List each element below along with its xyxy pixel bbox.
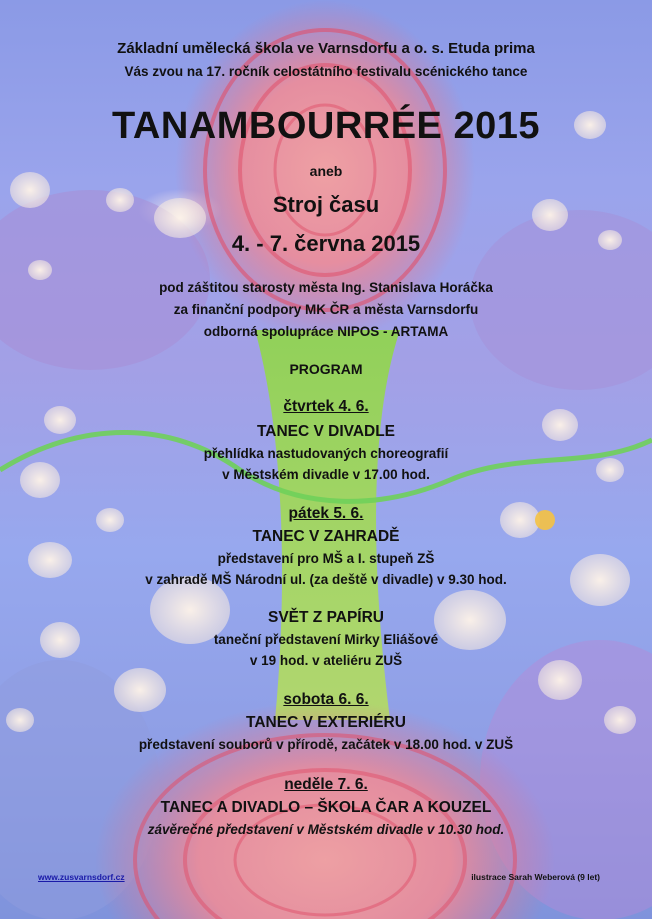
festival-subtitle: Stroj času	[272, 192, 380, 217]
day-friday: pátek 5. 6.	[288, 505, 364, 522]
event-saturday: TANEC V EXTERIÉRU	[246, 714, 406, 731]
patronage-line-3: odborná spolupráce NIPOS - ARTAMA	[203, 324, 449, 339]
program-heading: PROGRAM	[289, 361, 363, 377]
event-thursday: TANEC V DIVADLE	[256, 423, 396, 440]
event-friday-2: SVĚT Z PAPÍRU	[268, 609, 384, 626]
patronage-line-1: pod záštitou starosty města Ing. Stanislava Horáčka	[159, 280, 493, 295]
patronage-line-2: za finanční podpory MK ČR a města Varnsdorfu	[173, 302, 479, 317]
day-saturday: sobota 6. 6.	[283, 691, 369, 708]
invitation-line: Vás zvou na 17. ročník celostátního festivalu scénického tance	[124, 64, 528, 79]
festival-title: TANAMBOURRÉE 2015	[112, 105, 540, 147]
website-link[interactable]: www.zusvarnsdorf.cz	[38, 872, 125, 882]
event-friday-2-time: v 19 hod. v ateliéru ZUŠ	[249, 653, 403, 668]
event-thursday-desc: přehlídka nastudovaných choreografií	[203, 446, 449, 461]
event-sunday: TANEC A DIVADLO – ŠKOLA ČAR A KOUZEL	[160, 799, 492, 816]
event-friday-2-desc: taneční představení Mirky Eliášové	[213, 632, 439, 647]
aneb-text: aneb	[309, 163, 343, 179]
event-saturday-desc: představení souborů v přírodě, začátek v 18.00 hod. v ZUŠ	[138, 737, 514, 752]
organizer-line: Základní umělecká škola ve Varnsdorfu a o. s. Etuda prima	[117, 40, 535, 57]
illustration-credit: ilustrace Sarah Weberová (9 let)	[471, 872, 600, 882]
day-thursday: čtvrtek 4. 6.	[283, 398, 369, 415]
event-thursday-time: v Městském divadle v 17.00 hod.	[222, 467, 430, 482]
festival-dates: 4. - 7. června 2015	[231, 231, 421, 256]
event-friday-desc: představení pro MŠ a I. stupeň ZŠ	[217, 551, 435, 566]
event-sunday-desc: závěrečné představení v Městském divadle v 10.30 hod.	[147, 822, 505, 837]
event-friday: TANEC V ZAHRADĚ	[252, 528, 400, 545]
day-sunday: neděle 7. 6.	[284, 776, 368, 793]
event-friday-time: v zahradě MŠ Národní ul. (za deště v divadle) v 9.30 hod.	[145, 572, 507, 587]
